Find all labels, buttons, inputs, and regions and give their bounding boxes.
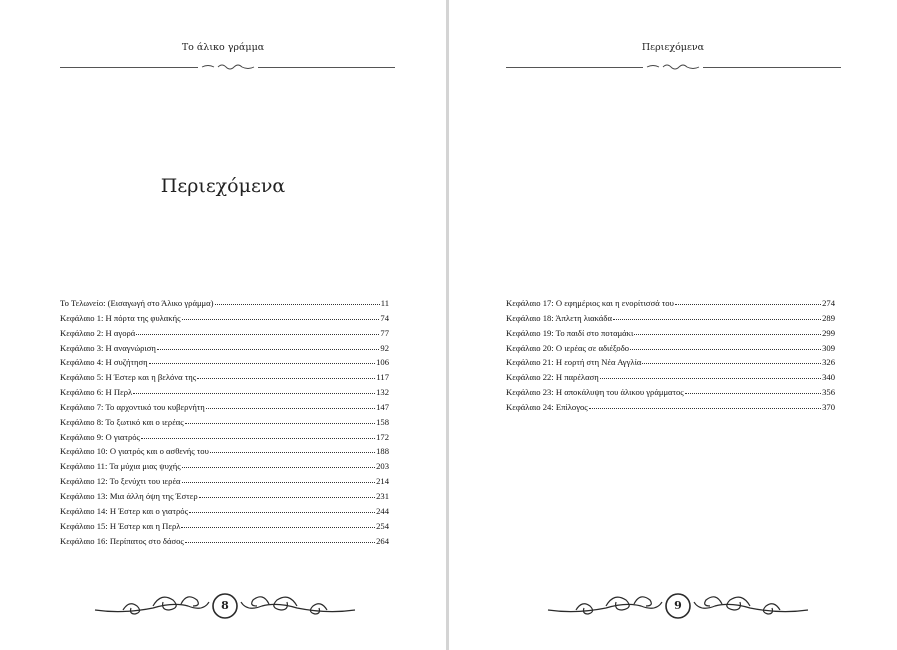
- toc-dot-leader: [182, 473, 376, 483]
- toc-dot-leader: [685, 384, 821, 394]
- toc-entry-title: Κεφάλαιο 16: Περίπατος στο δάσος: [60, 535, 184, 546]
- toc-entry: [60, 326, 389, 341]
- toc-entry-title: Κεφάλαιο 14: Η Έστερ και ο γιατρός: [60, 505, 188, 516]
- toc-dot-leader: [185, 414, 375, 424]
- toc-entry-title: Κεφάλαιο 3: Η αναγνώριση: [60, 342, 156, 353]
- toc-entry: [60, 311, 389, 326]
- right-page: [449, 0, 897, 650]
- toc-entry-page: 370: [822, 401, 835, 412]
- toc-entry: [60, 519, 389, 534]
- toc-dot-leader: [613, 310, 821, 320]
- toc-dot-leader: [133, 384, 375, 394]
- table-of-contents: [60, 296, 389, 548]
- toc-dot-leader: [206, 399, 375, 409]
- toc-entry: [60, 504, 389, 519]
- toc-entry: [60, 444, 389, 459]
- toc-entry: [60, 355, 389, 370]
- toc-entry: [60, 341, 389, 356]
- toc-entry-title: Κεφάλαιο 1: Η πόρτα της φυλακής: [60, 312, 181, 323]
- toc-entry-title: Κεφάλαιο 22: Η παρέλαση: [506, 372, 599, 383]
- header-ornament-icon: [198, 62, 258, 72]
- toc-entry: [506, 385, 835, 400]
- toc-dot-leader: [189, 503, 375, 513]
- page-title: Περιεχόμενα: [160, 175, 286, 197]
- toc-dot-leader: [210, 443, 375, 453]
- toc-entry-page: 203: [376, 461, 389, 472]
- toc-dot-leader: [141, 429, 375, 439]
- toc-dot-leader: [199, 488, 376, 498]
- toc-dot-leader: [181, 518, 375, 528]
- toc-dot-leader: [589, 399, 821, 409]
- toc-entry-page: 214: [376, 476, 389, 487]
- toc-entry-title: Κεφάλαιο 9: Ο γιατρός: [60, 431, 140, 442]
- toc-entry-page: 92: [380, 342, 389, 353]
- toc-dot-leader: [215, 295, 380, 305]
- toc-entry: [506, 341, 835, 356]
- header-ornament-icon: [643, 62, 703, 72]
- toc-dot-leader: [149, 354, 376, 364]
- toc-dot-leader: [185, 533, 375, 543]
- toc-entry: [60, 370, 389, 385]
- toc-entry-title: Κεφάλαιο 10: Ο γιατρός και ο ασθενής του: [60, 446, 209, 457]
- toc-entry: [506, 400, 835, 415]
- toc-entry-title: Κεφάλαιο 21: Η εορτή στη Νέα Αγγλία: [506, 357, 642, 368]
- toc-entry-title: Κεφάλαιο 4: Η συζήτηση: [60, 357, 148, 368]
- toc-entry-title: Κεφάλαιο 5: Η Έστερ και η βελόνα της: [60, 372, 197, 383]
- toc-entry-title: Κεφάλαιο 2: Η αγορά: [60, 327, 136, 338]
- toc-entry-page: 340: [822, 372, 835, 383]
- toc-entry-page: 188: [376, 446, 389, 457]
- toc-entry-page: 326: [822, 357, 835, 368]
- toc-entry-title: Κεφάλαιο 18: Άπλετη λιακάδα: [506, 312, 612, 323]
- toc-entry-page: 172: [376, 431, 389, 442]
- toc-entry-title: Κεφάλαιο 13: Μια άλλη όψη της Έστερ: [60, 490, 198, 501]
- toc-entry: [506, 355, 835, 370]
- toc-dot-leader: [630, 340, 821, 350]
- toc-dot-leader: [675, 295, 821, 305]
- page-number: 9: [674, 599, 682, 612]
- toc-entry: [60, 385, 389, 400]
- toc-dot-leader: [197, 369, 375, 379]
- toc-entry-title: Κεφάλαιο 7: Το αρχοντικό του κυβερνήτη: [60, 401, 205, 412]
- toc-entry: [506, 326, 835, 341]
- toc-entry-title: Κεφάλαιο 23: Η αποκάλυψη του άλικου γράμματος: [506, 387, 684, 398]
- toc-dot-leader: [642, 354, 821, 364]
- toc-entry-title: Κεφάλαιο 17: Ο εφημέριος και η ενορίτισσά του: [506, 298, 674, 308]
- toc-entry: [60, 296, 389, 311]
- toc-entry-page: 117: [376, 372, 389, 383]
- toc-entry-page: 77: [380, 327, 389, 338]
- toc-entry-title: Κεφάλαιο 8: Το ξωτικό και ο ιερέας: [60, 416, 184, 427]
- toc-entry-page: 299: [822, 327, 835, 338]
- left-page: [0, 0, 446, 650]
- toc-entry: [506, 311, 835, 326]
- toc-entry-title: Το Τελωνείο: (Εισαγωγή στο Άλικο γράμμα): [60, 298, 214, 308]
- toc-entry-page: 356: [822, 387, 835, 398]
- toc-entry-page: 244: [376, 505, 389, 516]
- toc-entry-page: 264: [376, 535, 389, 546]
- toc-entry-page: 106: [376, 357, 389, 368]
- toc-entry-page: 289: [822, 312, 835, 323]
- toc-dot-leader: [182, 458, 375, 468]
- toc-entry-title: Κεφάλαιο 20: Ο ιερέας σε αδιέξοδο: [506, 342, 630, 353]
- toc-dot-leader: [634, 325, 821, 335]
- toc-entry: [60, 534, 389, 549]
- toc-dot-leader: [600, 369, 821, 379]
- toc-entry-title: Κεφάλαιο 15: Η Έστερ και η Περλ: [60, 520, 181, 531]
- toc-entry-page: 11: [380, 298, 389, 308]
- table-of-contents: [506, 296, 835, 415]
- toc-entry-page: 309: [822, 342, 835, 353]
- toc-entry-title: Κεφάλαιο 12: Το ξενύχτι του ιερέα: [60, 476, 181, 487]
- toc-entry: [506, 370, 835, 385]
- toc-entry-page: 132: [376, 387, 389, 398]
- toc-entry-title: Κεφάλαιο 6: Η Περλ: [60, 387, 133, 398]
- toc-entry-page: 274: [822, 298, 835, 308]
- running-header: Περιεχόμενα: [641, 42, 705, 53]
- toc-entry-page: 158: [376, 416, 389, 427]
- toc-entry: [60, 459, 389, 474]
- toc-entry: [60, 430, 389, 445]
- toc-entry-page: 147: [376, 401, 389, 412]
- toc-entry: [60, 400, 389, 415]
- toc-dot-leader: [157, 340, 380, 350]
- toc-entry-page: 231: [376, 490, 389, 501]
- toc-entry-title: Κεφάλαιο 19: Το παιδί στο ποταμάκι: [506, 327, 634, 338]
- toc-entry: [60, 415, 389, 430]
- toc-entry: [60, 489, 389, 504]
- page-number: 8: [221, 599, 229, 612]
- toc-entry-page: 74: [380, 312, 389, 323]
- toc-entry-title: Κεφάλαιο 11: Τα μύχια μιας ψυχής: [60, 461, 181, 472]
- toc-entry-title: Κεφάλαιο 24: Επίλογος: [506, 401, 588, 412]
- toc-entry: [60, 474, 389, 489]
- toc-dot-leader: [182, 310, 380, 320]
- running-header: Το άλικο γράμμα: [181, 42, 265, 53]
- toc-entry-page: 254: [376, 520, 389, 531]
- toc-entry: [506, 296, 835, 311]
- toc-dot-leader: [136, 325, 379, 335]
